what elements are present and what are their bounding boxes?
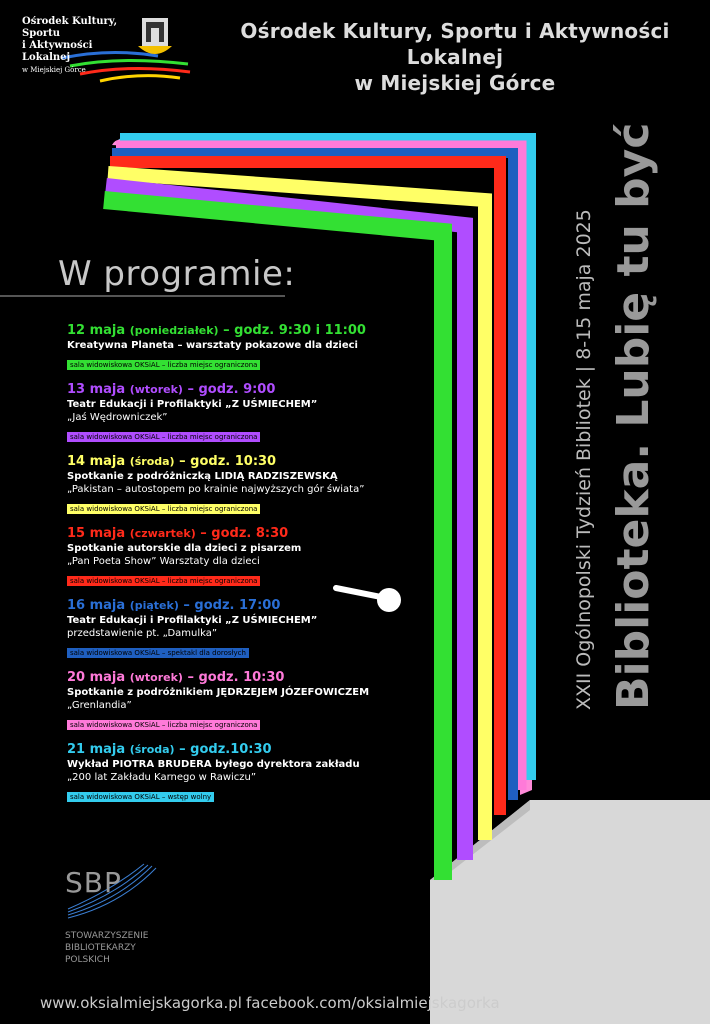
event-venue-badge: sala widowiskowa OKSiAL – liczba miejsc ograniczona <box>67 576 260 586</box>
event-item <box>67 669 437 731</box>
slogan <box>608 122 663 710</box>
event-subtitle: „200 lat Zakładu Karnego w Rawiczu” <box>67 772 257 783</box>
event-time: – godz. 10:30 <box>179 454 277 469</box>
title-divider <box>0 295 285 297</box>
event-date <box>67 597 437 614</box>
header-line-2: w Miejskiej Górce <box>354 71 556 95</box>
event-title: Kreatywna Planeta – warsztaty pokazowe dla dzieci <box>67 340 358 351</box>
sbp-org-name <box>65 930 148 966</box>
event-date-label: 16 maja <box>67 598 126 613</box>
event-date-label: 14 maja <box>67 454 126 469</box>
sbp-org-line-2: BIBLIOTEKARZY <box>65 943 136 953</box>
event-subtitle: „Grenlandia” <box>67 700 132 711</box>
event-date-label: 12 maja <box>67 323 126 338</box>
event-weekday: (wtorek) <box>129 671 183 684</box>
event-item <box>67 322 437 371</box>
event-weekday: (piątek) <box>129 599 179 612</box>
event-date-label: 15 maja <box>67 526 126 541</box>
event-date <box>67 381 437 398</box>
event-item <box>67 741 437 803</box>
event-item <box>67 381 437 443</box>
event-weekday: (środa) <box>129 743 175 756</box>
logo-line-3: w Miejskiej Górce <box>22 66 86 74</box>
festival-caption <box>573 140 603 710</box>
event-weekday: (wtorek) <box>129 383 183 396</box>
event-venue-badge: sala widowiskowa OKSiAL – liczba miejsc ograniczona <box>67 720 260 730</box>
website-link[interactable]: www.oksialmiejskagorka.pl <box>40 994 242 1012</box>
event-title: Spotkanie z podróżniczką LIDIĄ RADZISZEWSKĄ <box>67 471 338 482</box>
sbp-letters: SBP <box>65 866 122 899</box>
event-weekday: (poniedziałek) <box>129 324 219 337</box>
event-subtitle: „Pan Poeta Show” Warsztaty dla dzieci <box>67 556 260 567</box>
event-item <box>67 597 437 659</box>
event-title: Spotkanie z podróżnikiem JĘDRZEJEM JÓZEFOWICZEM <box>67 687 370 698</box>
event-weekday: (czwartek) <box>129 527 196 540</box>
event-item <box>67 453 437 515</box>
event-title: Teatr Edukacji i Profilaktyki „Z UŚMIECHEM” <box>67 615 318 626</box>
event-time: – godz.10:30 <box>179 742 272 757</box>
logo-line-2: i Aktywności Lokalnej <box>22 40 93 63</box>
event-venue-badge: sala widowiskowa OKSiAL – liczba miejsc ograniczona <box>67 432 260 442</box>
festival-caption-text: XXII Ogólnopolski Tydzień Bibliotek | 8-15 maja 2025 <box>573 209 595 710</box>
logo-line-1: Ośrodek Kultury, Sportu <box>22 16 118 39</box>
event-date <box>67 741 437 758</box>
event-venue-badge: sala widowiskowa OKSiAL – wstęp wolny <box>67 792 214 802</box>
event-date-label: 21 maja <box>67 742 126 757</box>
event-time: – godz. 8:30 <box>200 526 289 541</box>
event-date-label: 13 maja <box>67 382 126 397</box>
event-time: – godz. 9:00 <box>187 382 276 397</box>
event-time: – godz. 9:30 i 11:00 <box>223 323 366 338</box>
event-date <box>67 322 437 339</box>
event-date <box>67 669 437 686</box>
event-date <box>67 525 437 542</box>
event-item <box>67 525 437 587</box>
event-subtitle: „Jaś Wędrowniczek” <box>67 412 168 423</box>
header-line-1: Ośrodek Kultury, Sportu i Aktywności Lokalnej <box>240 19 670 69</box>
event-title: Teatr Edukacji i Profilaktyki „Z UŚMIECHEM” <box>67 399 318 410</box>
slogan-text: Biblioteka. Lubię tu być <box>608 122 659 710</box>
sbp-logo <box>65 866 195 976</box>
event-title: Wykład PIOTRA BRUDERA byłego dyrektora zakładu <box>67 759 360 770</box>
page-header <box>205 18 705 96</box>
organization-logo <box>18 12 198 92</box>
sbp-org-line-3: POLSKICH <box>65 955 110 965</box>
event-title: Spotkanie autorskie dla dzieci z pisarzem <box>67 543 302 554</box>
program-title: W programie: <box>58 254 296 294</box>
event-date-label: 20 maja <box>67 670 126 685</box>
event-list <box>67 322 437 813</box>
event-subtitle: „Pakistan – autostopem po krainie najwyższych gór świata” <box>67 484 365 495</box>
sbp-org-line-1: STOWARZYSZENIE <box>65 931 149 941</box>
event-time: – godz. 10:30 <box>187 670 285 685</box>
facebook-link[interactable]: facebook.com/oksialmiejskagorka <box>246 994 500 1012</box>
event-weekday: (środa) <box>129 455 175 468</box>
event-venue-badge: sala widowiskowa OKSiAL – liczba miejsc ograniczona <box>67 504 260 514</box>
event-subtitle: przedstawienie pt. „Damulka” <box>67 628 218 639</box>
event-venue-badge: sala widowiskowa OKSiAL – liczba miejsc ograniczona <box>67 360 260 370</box>
event-venue-badge: sala widowiskowa OKSiAL – spektakl dla dorosłych <box>67 648 249 658</box>
event-time: – godz. 17:00 <box>183 598 281 613</box>
event-date <box>67 453 437 470</box>
